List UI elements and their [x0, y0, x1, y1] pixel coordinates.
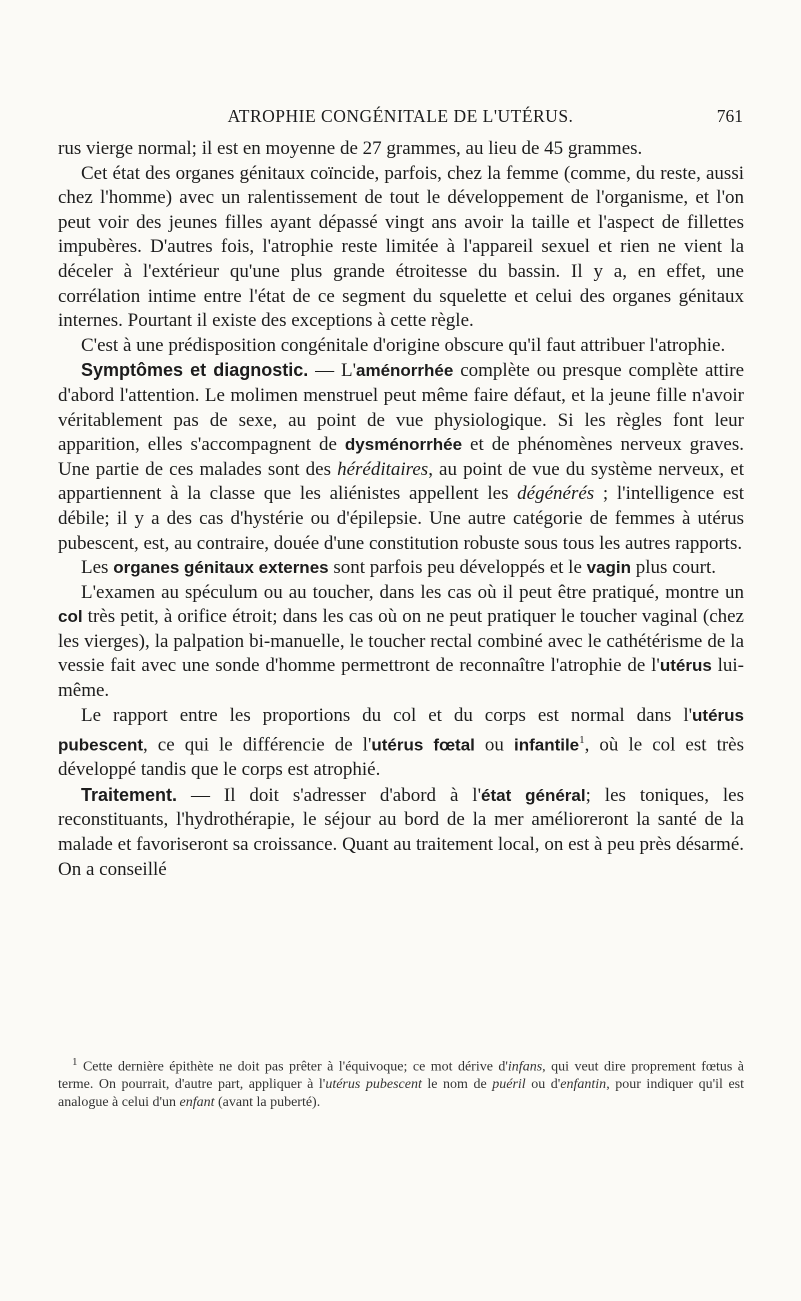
term-uterus-pubescent: utérus pubescent	[58, 705, 744, 755]
paragraph-growth: Cet état des organes génitaux coïncide, parfois, chez la femme (comme, du reste, aussi chez l'homme) avec un ralentissement de tout le développement de l'organisme, et l'on peut voir des jeunes filles ayant dépassé vingt ans avoir la taille et l'aspect de fillettes impubères. D'autres fois, l'atrophie reste limitée à l'appareil sexuel et rien ne vient la déceler à l'extérieur qu'une plus grande étroitesse du bassin. Il y a, en effet, une corrélation intime entre l'état de ce segment du squelette et celui des organes génitaux internes. Pourtant il existe des exceptions à cette règle.	[58, 162, 744, 332]
term-uterus-pubescent-italic: utérus pubescent	[325, 1077, 422, 1093]
term-pueril: puéril	[492, 1077, 526, 1093]
text-run: Le rapport entre les proportions du col et du corps est normal dans l'	[81, 704, 693, 726]
text-run: le nom de	[421, 1077, 493, 1093]
footnote-text	[58, 1054, 744, 1111]
paragraph-symptoms	[58, 358, 744, 556]
text-run: sont parfois peu développés et le	[328, 557, 587, 579]
text-run: complète ou presque complète attire d'abord l'attention. Le molimen menstruel peut même faire défaut, et la jeune fille n'avoir véritablement pas de sexe, au point de vue physiologique. Si les règles font leur apparition, elles s'accompagnent de	[58, 360, 745, 456]
text-run: , ce qui le différencie de l'	[143, 734, 372, 756]
section-heading-treatment: Traitement.	[81, 784, 178, 805]
term-enfant: enfant	[179, 1094, 215, 1110]
text-run: (avant la puberté).	[214, 1094, 321, 1110]
paragraph-continuation: rus vierge normal; il est en moyenne de 27 grammes, au lieu de 45 grammes.	[58, 138, 643, 159]
term-organes-externes: organes génitaux externes	[113, 558, 329, 578]
text-run: ou d'	[525, 1077, 561, 1093]
text-run: , pour indiquer qu'il est analogue à celui d'un	[58, 1077, 745, 1110]
term-dysmenorrhee: dysménorrhée	[344, 435, 463, 455]
page-header	[0, 106, 801, 136]
term-infans: infans	[507, 1059, 543, 1075]
term-degeneres: dégénérés	[517, 483, 595, 505]
footnote-ref[interactable]: 1	[579, 734, 585, 747]
text-run: ; l'intelligence est débile; il y a des cas d'hystérie ou d'épilepsie. Une autre catégorie de femmes à utérus pubescent, est, au contraire, douée d'une constitution robuste sous tous les autres rapports.	[58, 483, 745, 554]
text-run: , qui veut dire proprement fœtus à terme. On pourrait, d'autre part, appliquer à l'	[58, 1059, 744, 1093]
text-run: plus court.	[631, 557, 716, 579]
paragraph-examination	[58, 581, 744, 704]
footnote	[58, 1054, 744, 1111]
text-run: — L'	[308, 360, 357, 382]
footnote-mark: 1	[72, 1056, 78, 1068]
paragraph-predisposition: C'est à une prédisposition congénitale d'origine obscure qu'il faut attribuer l'atrophie.	[81, 334, 726, 356]
paragraph-proportions	[58, 704, 744, 783]
text-run: ou	[474, 734, 514, 756]
text-run: ; les toniques, les reconstituants, l'hydrothérapie, le séjour au bord de la mer amélioreront la santé de la malade et favoriseront sa croissance. Quant au traitement local, on est à peu près désarmé. On a conseillé	[58, 784, 744, 880]
text-run: , où le col est très développé tandis que le corps est atrophié.	[58, 734, 745, 781]
text-run: Cette dernière épithète ne doit pas prêter à l'équivoque; ce mot dérive d'	[77, 1059, 508, 1075]
term-uterus: utérus	[659, 656, 712, 676]
term-enfantin: enfantin	[560, 1077, 607, 1093]
paragraph-treatment	[58, 783, 744, 882]
text-run: L'examen au spéculum ou au toucher, dans les cas où il peut être pratiqué, montre un	[81, 581, 744, 603]
term-amenorrhee: aménorrhée	[356, 361, 454, 381]
term-col: col	[58, 607, 83, 627]
section-heading-symptoms: Symptômes et diagnostic.	[81, 360, 309, 381]
body-text	[58, 137, 744, 882]
text-run: et de phénomènes nerveux graves. Une partie de ces malades sont des	[58, 434, 745, 480]
text-run: , au point de vue du système nerveux, et appartiennent à la classe que les aliénistes appellent les	[58, 458, 744, 505]
text-run: Les	[81, 557, 114, 579]
term-infantile: infantile	[513, 735, 580, 755]
page-number: 761	[716, 106, 743, 126]
term-etat-general: état général	[481, 785, 586, 805]
term-hereditaires: héréditaires	[337, 458, 429, 480]
term-vagin: vagin	[586, 558, 632, 578]
paragraph-external-organs	[58, 556, 744, 581]
text-run: — Il doit s'adresser d'abord à l'	[177, 784, 481, 806]
text-run: lui-même.	[58, 655, 744, 702]
term-uterus-foetal: utérus fœtal	[371, 735, 475, 755]
text-run: très petit, à orifice étroit; dans les cas où on ne peut pratiquer le toucher vaginal (chez les vierges), la palpation bi-manuelle, le toucher rectal combiné avec le cathétérisme de la vessie fait avec une sonde d'homme permettront de reconnaître l'atrophie de l'	[58, 606, 744, 677]
running-title: ATROPHIE CONGÉNITALE DE L'UTÉRUS.	[227, 106, 574, 126]
